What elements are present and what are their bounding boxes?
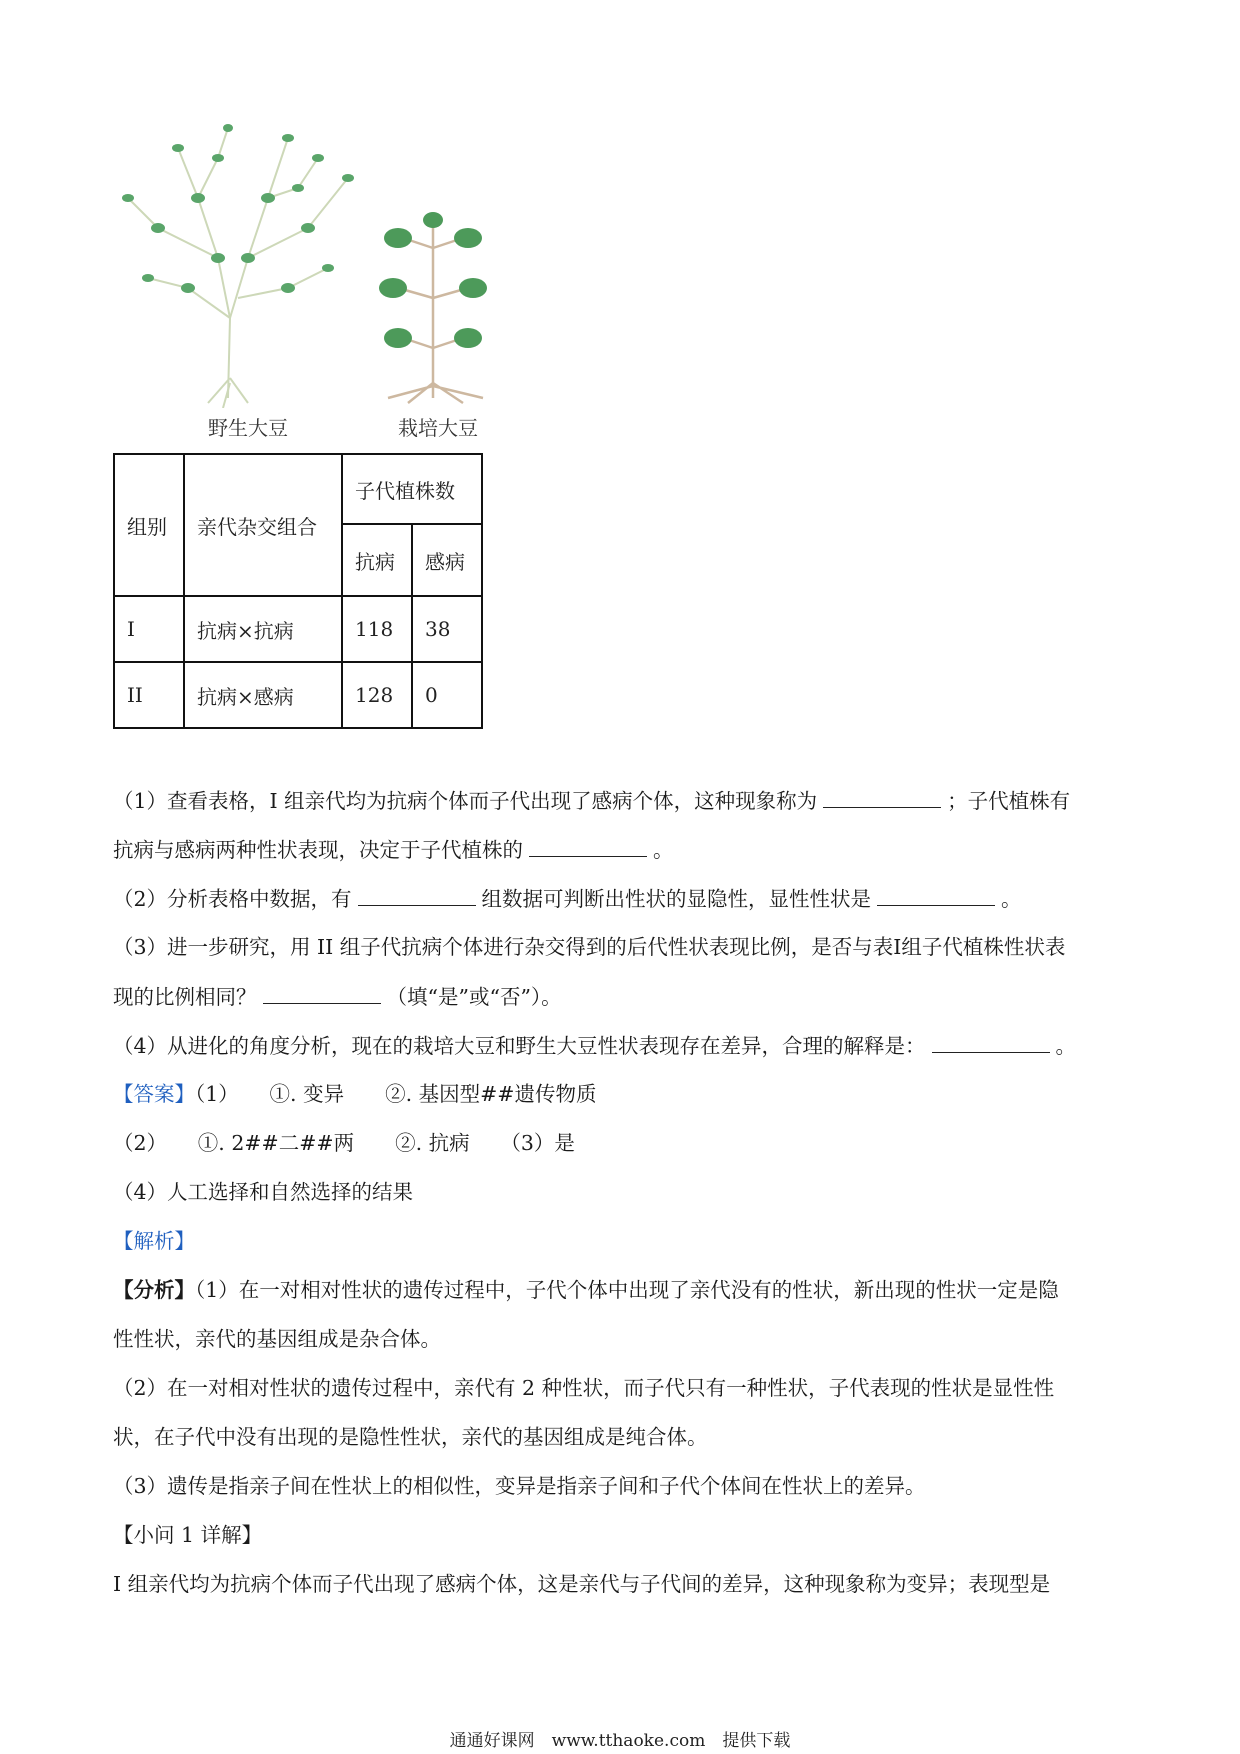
answer-tag: 【答案】	[113, 1082, 195, 1106]
cell-cross: 抗病×抗病	[184, 596, 342, 662]
question-1-line-2: 抗病与感病两种性状表现，决定于子代植株的 。	[113, 834, 674, 865]
cultivated-soybean-caption: 栽培大豆	[398, 416, 478, 440]
cell-resistant: 118	[342, 596, 412, 662]
answer-blank	[823, 785, 941, 808]
cell-group: II	[114, 662, 184, 728]
question-3-line-1: （3）进一步研究，用 II 组子代抗病个体进行杂交得到的后代性状表现比例，是否与表I组子代植株性状表	[113, 935, 1066, 959]
page-footer: 通通好课网 www.tthaoke.com 提供下载	[449, 1731, 791, 1751]
analysis-p2-line-2: 状，在子代中没有出现的是隐性性状，亲代的基因组成是纯合体。	[113, 1425, 708, 1449]
answer-blank	[263, 981, 381, 1004]
question-1-line-1: （1）查看表格，I 组亲代均为抗病个体而子代出现了感病个体，这种现象称为 ；子代植株有	[113, 785, 1070, 816]
question-3-line-2: 现的比例相同？ （填“是”或“否”）。	[113, 981, 562, 1012]
analysis-p3: （3）遗传是指亲子间在性状上的相似性，变异是指亲子间和子代个体间在性状上的差异。	[113, 1474, 926, 1498]
answer-line-2: （2） ①. 2##二##两 ②. 抗病 （3）是	[113, 1131, 575, 1155]
answer-blank	[877, 883, 995, 906]
answer-blank	[358, 883, 476, 906]
wild-soybean-illustration	[118, 118, 368, 408]
header-group: 组别	[114, 454, 184, 596]
cell-susceptible: 38	[412, 596, 482, 662]
table-row	[114, 596, 482, 662]
question-4: （4）从进化的角度分析，现在的栽培大豆和野生大豆性状表现存在差异，合理的解释是： 。	[113, 1030, 1076, 1061]
subquestion-1-detail: I 组亲代均为抗病个体而子代出现了感病个体，这是亲代与子代间的差异，这种现象称为变异；表现型是	[113, 1572, 1051, 1596]
cultivated-soybean-illustration	[368, 208, 498, 408]
cross-results-table	[113, 453, 483, 729]
cell-cross: 抗病×感病	[184, 662, 342, 728]
answer-blank	[529, 834, 647, 857]
analysis-p1-line-2: 性性状，亲代的基因组成是杂合体。	[113, 1327, 441, 1351]
cell-resistant: 128	[342, 662, 412, 728]
header-resistant: 抗病	[342, 524, 412, 596]
header-offspring: 子代植株数	[342, 454, 482, 524]
cell-group: I	[114, 596, 184, 662]
subquestion-1-tag: 【小问 1 详解】	[113, 1523, 263, 1547]
answer-line-3: （4）人工选择和自然选择的结果	[113, 1180, 414, 1204]
cell-susceptible: 0	[412, 662, 482, 728]
answer-blank	[932, 1030, 1050, 1053]
header-susceptible: 感病	[412, 524, 482, 596]
analysis-p1-line-1: 【分析】（1）在一对相对性状的遗传过程中，子代个体中出现了亲代没有的性状，新出现的性状一定是隐	[113, 1278, 1059, 1302]
table-row	[114, 662, 482, 728]
analysis-p2-line-1: （2）在一对相对性状的遗传过程中，亲代有 2 种性状，而子代只有一种性状，子代表现的性状是显性性	[113, 1376, 1055, 1400]
answer-line-1: 【答案】（1） ①. 变异 ②. 基因型##遗传物质	[113, 1082, 597, 1106]
wild-soybean-caption: 野生大豆	[208, 416, 288, 440]
question-2: （2）分析表格中数据，有 组数据可判断出性状的显隐性，显性性状是 。	[113, 883, 1022, 914]
header-cross: 亲代杂交组合	[184, 454, 342, 596]
analysis-tag: 【解析】	[113, 1229, 195, 1253]
